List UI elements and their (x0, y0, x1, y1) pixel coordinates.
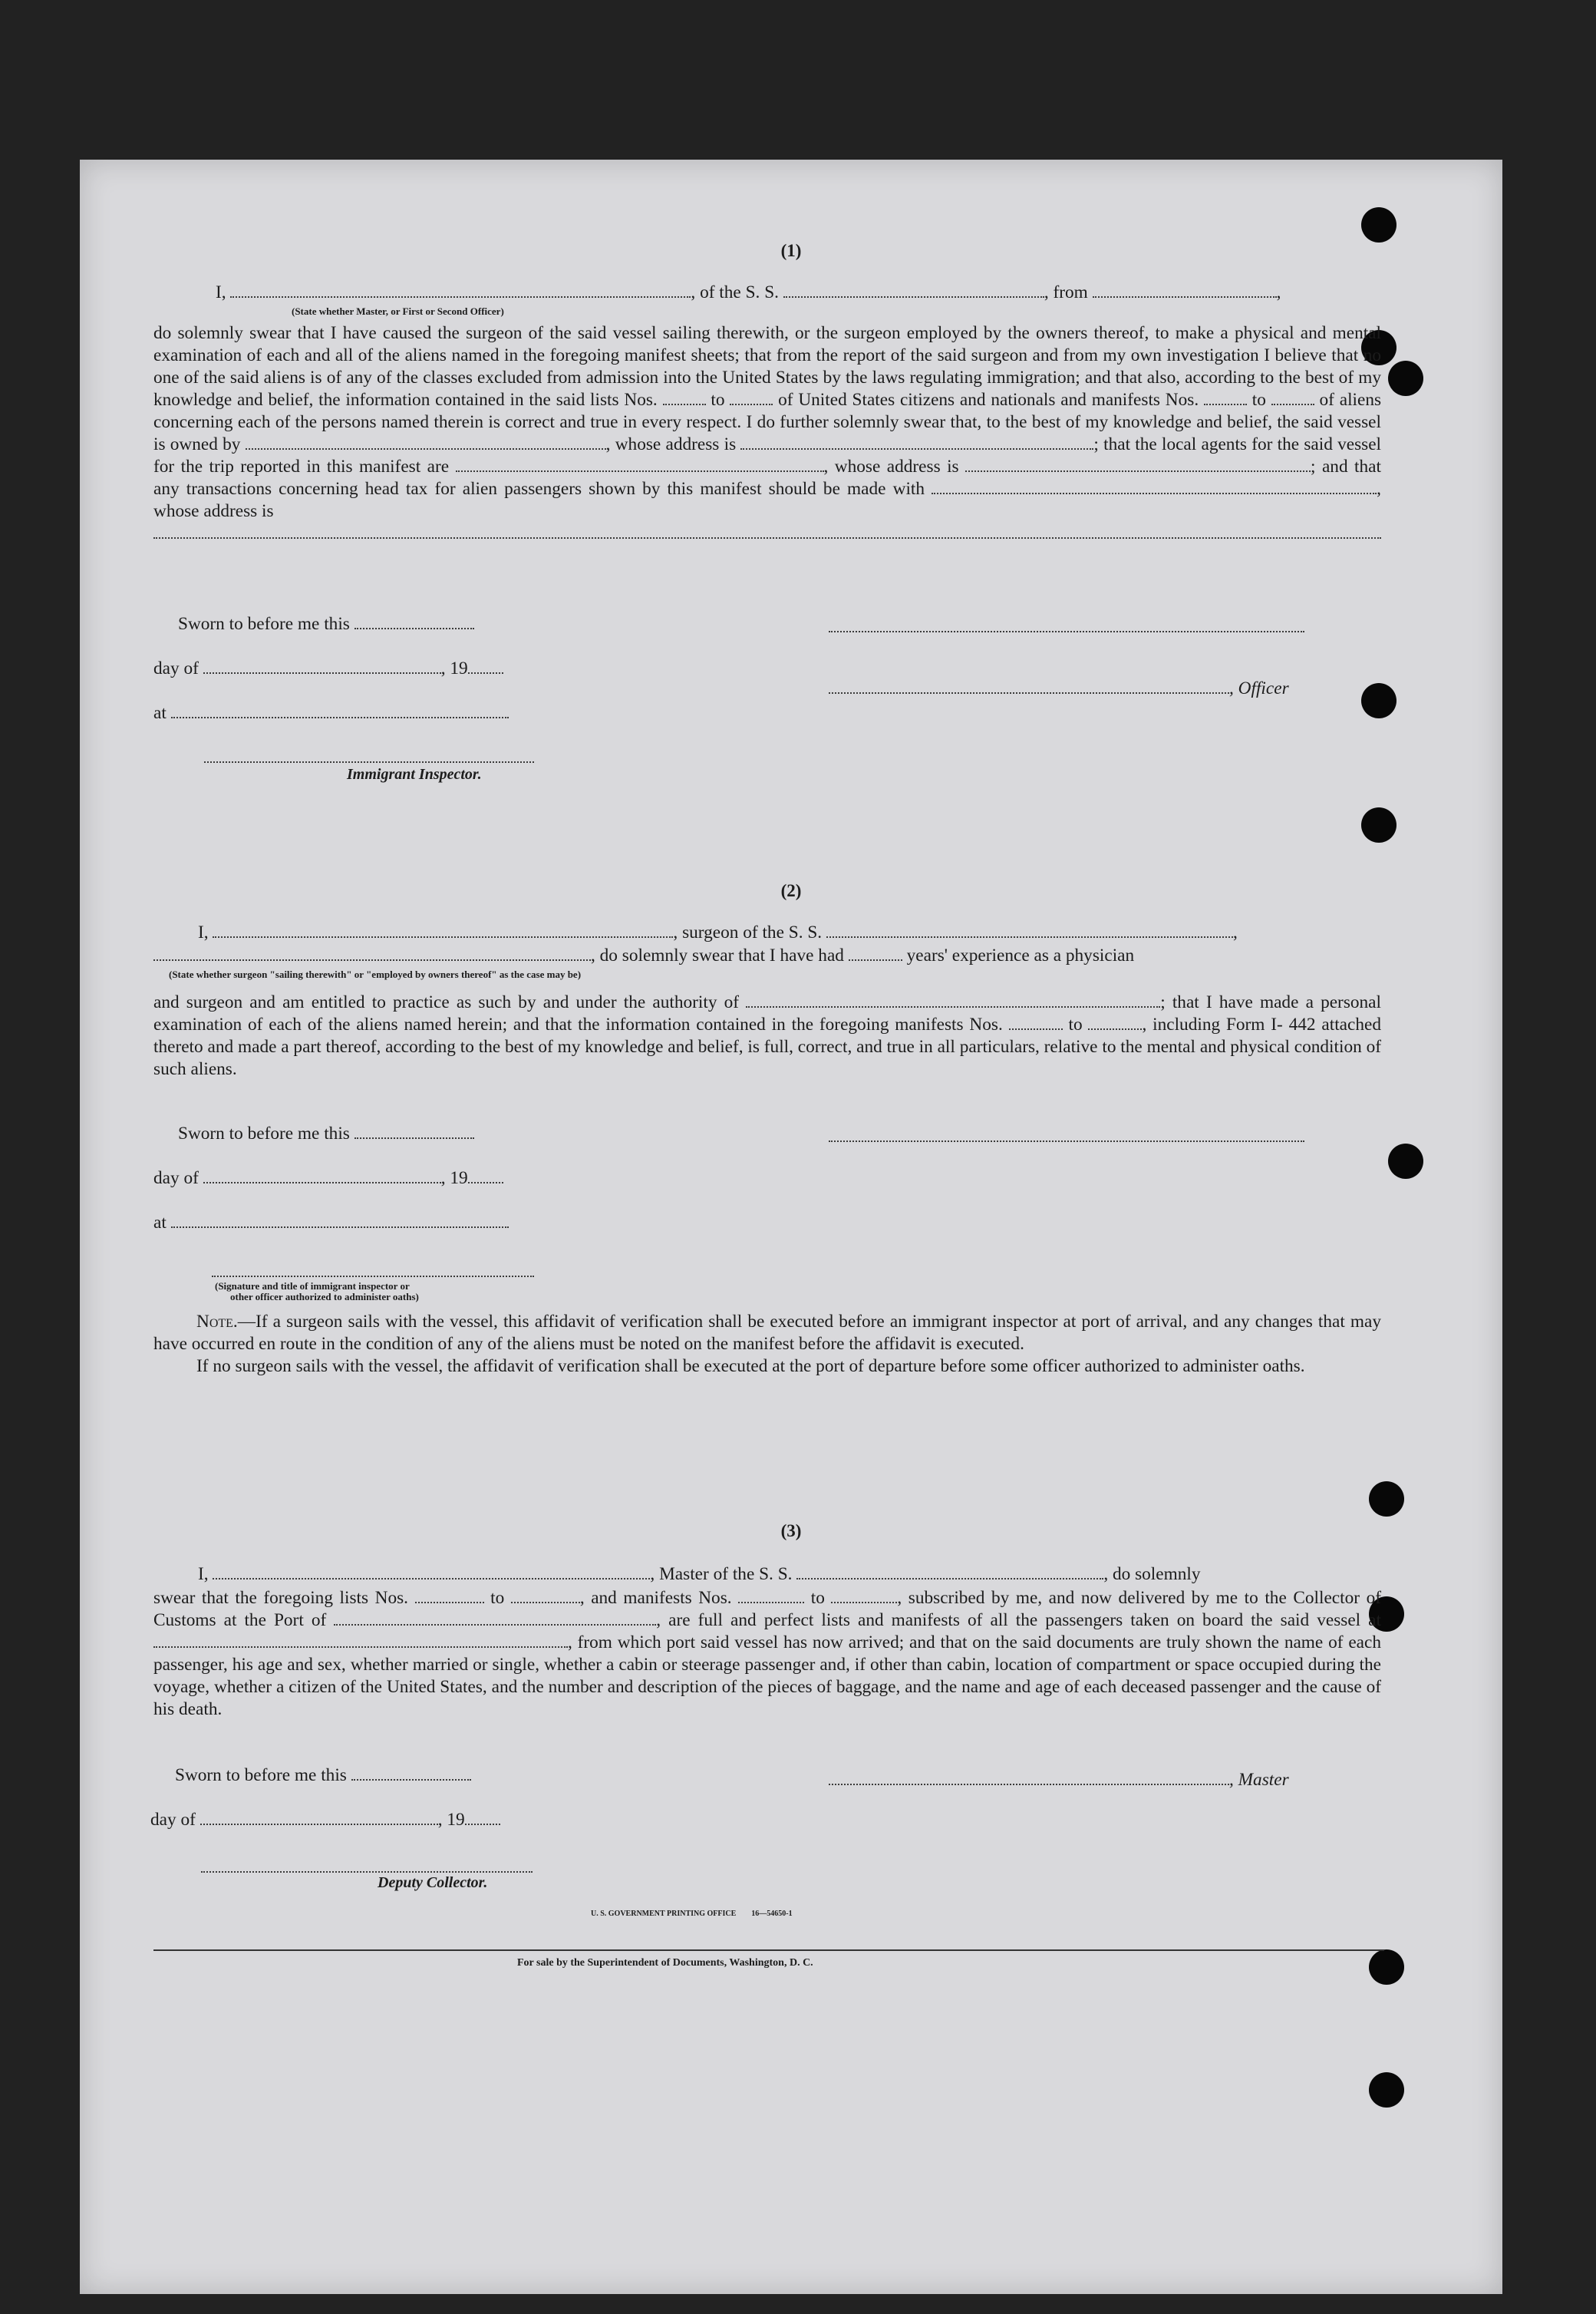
section-3-manifests-from-field[interactable] (738, 1588, 804, 1603)
section-3-day-field[interactable] (200, 1810, 438, 1825)
section-1-line-1: I, , of the S. S. , from , (216, 282, 1281, 302)
vessel-owner-field[interactable] (246, 434, 606, 450)
section-2-at: at (153, 1213, 509, 1233)
head-tax-agent-field[interactable] (932, 479, 1377, 494)
section-3-body: swear that the foregoing lists Nos. to , and manifests Nos. to , subscribed by me, and now delivered by me to the Collector of Customs at the Port of , are full and perfect lists and manifests of all the passengers taken on board the said vessel at , from which port said vessel has now arrived; and that on the said documents are truly shown the name of each passenger, his age and sex, whether married or single, whether a cabin or steerage passenger and, if other than cabin, location of compartment or space occupied during the voyage, whether a citizen of the United States, and the number and description of the pieces of baggage, and the name and age of each deceased passenger and the cause of his death. (153, 1588, 1381, 1719)
section-1-rank-caption: (State whether Master, or First or Second Officer) (292, 305, 504, 317)
years-experience-field[interactable] (849, 946, 902, 961)
owner-address-field[interactable] (740, 434, 1093, 450)
section-3-sworn-date-field[interactable] (351, 1765, 471, 1781)
surgeon-note: Note.—If a surgeon sails with the vessel, this affidavit of verification shall be executed before an immigrant inspector at port of arrival, and any changes that may have occurred en route in the condition of any of the aliens must be noted on the manifest before the affidavit is executed. If no surgeon sails with the vessel, the affidavit of verification shall be executed at the port of departure before some officer authorized to administer oaths. (153, 1312, 1381, 1376)
for-sale-notice: For sale by the Superintendent of Documents, Washington, D. C. (517, 1957, 813, 1969)
punch-hole-1 (1361, 207, 1396, 243)
section-3-line-1: I, , Master of the S. S. , do solemnly (198, 1564, 1201, 1584)
section-2-number: (2) (780, 881, 802, 900)
punch-hole-6 (1388, 1144, 1423, 1179)
punch-hole-3 (1388, 361, 1423, 396)
section-1-day-field[interactable] (203, 659, 441, 674)
section-1-day-of: day of , 19 (153, 659, 503, 679)
section-3-year-field[interactable] (465, 1810, 500, 1825)
section-2-manifests-to-field[interactable] (1088, 1015, 1142, 1030)
section-3-lists-from-field[interactable] (415, 1588, 484, 1603)
signature-caption-1: (Signature and title of immigrant inspector or (215, 1280, 410, 1292)
section-3-vessel-field[interactable] (796, 1564, 1103, 1580)
section-1-officer-signature-line-1[interactable] (829, 629, 1304, 632)
section-1-body: do solemnly swear that I have caused the surgeon of the said vessel sailing therewith, or the surgeon employed by the owners thereof, to make a physical and mental examination of each and all of the aliens named in the foregoing manifest sheets; that from the report of the said surgeon and from my own investigation I believe that no one of the said aliens is of any of the classes excluded from admission into the United States by the laws regulating immigration; and that also, according to the best of my knowledge and belief, the information contained in the said lists Nos. to of United States citizens and nationals and manifests Nos. to of aliens concerning each of the persons named therein is correct and true in every respect. I do further solemnly swear that, to the best of my knowledge and belief, the said vessel is owned by , whose address is ; that the local agents for the said vessel for the trip reported in this manifest are , whose address is ; and that any transactions concerning head tax for alien passengers shown by this manifest should be made with , whose address is (153, 322, 1381, 545)
deputy-collector-caption: Deputy Collector. (378, 1874, 488, 1891)
lists-from-field[interactable] (663, 390, 706, 405)
section-1-year-field[interactable] (468, 659, 503, 674)
section-2-day-field[interactable] (203, 1168, 441, 1183)
section-3-lists-to-field[interactable] (511, 1588, 580, 1603)
note-label: Note. (196, 1312, 238, 1332)
immigrant-inspector-caption: Immigrant Inspector. (347, 766, 482, 783)
section-2-body: and surgeon and am entitled to practice as such by and under the authority of ; that I have made a personal examination of each of the aliens named herein; and that the information contained in the foregoing manifests Nos. to , including Form I- 442 attached thereto and made a part thereof, according to the best of my knowledge and belief, is full, correct, and true in all particulars, relative to the mental and physical condition of such aliens. (153, 992, 1382, 1079)
master-signature-field[interactable] (829, 1770, 1229, 1785)
section-1-sworn-date-field[interactable] (354, 614, 474, 629)
section-2-line-1: I, , surgeon of the S. S. , (198, 923, 1238, 942)
officer-rank-field[interactable] (230, 282, 691, 298)
section-2-manifests-from-field[interactable] (1009, 1015, 1063, 1030)
practice-authority-field[interactable] (746, 992, 1160, 1008)
embarkation-port-field[interactable] (153, 1632, 568, 1648)
footer-rule (153, 1949, 1384, 1951)
section-2-place-field[interactable] (171, 1213, 509, 1228)
section-2-status-caption: (State whether surgeon "sailing therewith" or "employed by owners thereof" as the case may be) (169, 969, 582, 980)
departure-port-field[interactable] (1093, 282, 1277, 298)
punch-hole-10 (1369, 2072, 1404, 2108)
section-1-officer: , Officer (829, 678, 1289, 699)
section-3-manifests-to-field[interactable] (831, 1588, 897, 1603)
collector-port-field[interactable] (334, 1610, 656, 1626)
section-1-number: (1) (780, 241, 802, 260)
signature-caption-2: other officer authorized to administer oaths) (230, 1291, 419, 1302)
section-1-place-field[interactable] (171, 703, 509, 718)
local-agents-field[interactable] (456, 457, 824, 472)
section-3-sworn: Sworn to before me this (175, 1765, 471, 1786)
deputy-collector-signature-line[interactable] (201, 1870, 533, 1873)
section-2-vessel-field[interactable] (826, 923, 1233, 938)
vessel-name-field[interactable] (783, 282, 1044, 298)
manifests-from-field[interactable] (1204, 390, 1247, 405)
punch-hole-5 (1361, 807, 1396, 843)
form-sheet (80, 160, 1502, 2294)
section-1-at: at (153, 703, 509, 724)
section-2-inspector-signature-line[interactable] (212, 1274, 534, 1277)
section-1-sworn: Sworn to before me this (178, 614, 474, 635)
section-2-day-of: day of , 19 (153, 1168, 503, 1189)
punch-hole-4 (1361, 683, 1396, 718)
printing-office-imprint: U. S. GOVERNMENT PRINTING OFFICE 16—54650-1 (591, 1910, 793, 1918)
section-3-master: , Master (829, 1770, 1289, 1791)
punch-hole-9 (1369, 1949, 1404, 1985)
master-name-field[interactable] (213, 1564, 650, 1580)
section-3-number: (3) (780, 1521, 802, 1540)
section-2-line-2: , do solemnly swear that I have had years' experience as a physician (153, 946, 1134, 966)
manifests-to-field[interactable] (1271, 390, 1314, 405)
punch-hole-7 (1369, 1481, 1404, 1517)
section-2-sworn: Sworn to before me this (178, 1124, 474, 1144)
section-2-year-field[interactable] (468, 1168, 503, 1183)
inspector-signature-line[interactable] (204, 760, 534, 763)
officer-signature-field[interactable] (829, 678, 1229, 694)
lists-to-field[interactable] (730, 390, 773, 405)
surgeon-signature-line[interactable] (829, 1139, 1304, 1142)
surgeon-name-field[interactable] (213, 923, 673, 938)
agents-address-field[interactable] (965, 457, 1311, 472)
head-tax-address-field[interactable] (153, 523, 1381, 539)
section-3-day-of: day of , 19 (150, 1810, 500, 1830)
section-2-sworn-date-field[interactable] (354, 1124, 474, 1139)
surgeon-status-field[interactable] (153, 946, 591, 961)
